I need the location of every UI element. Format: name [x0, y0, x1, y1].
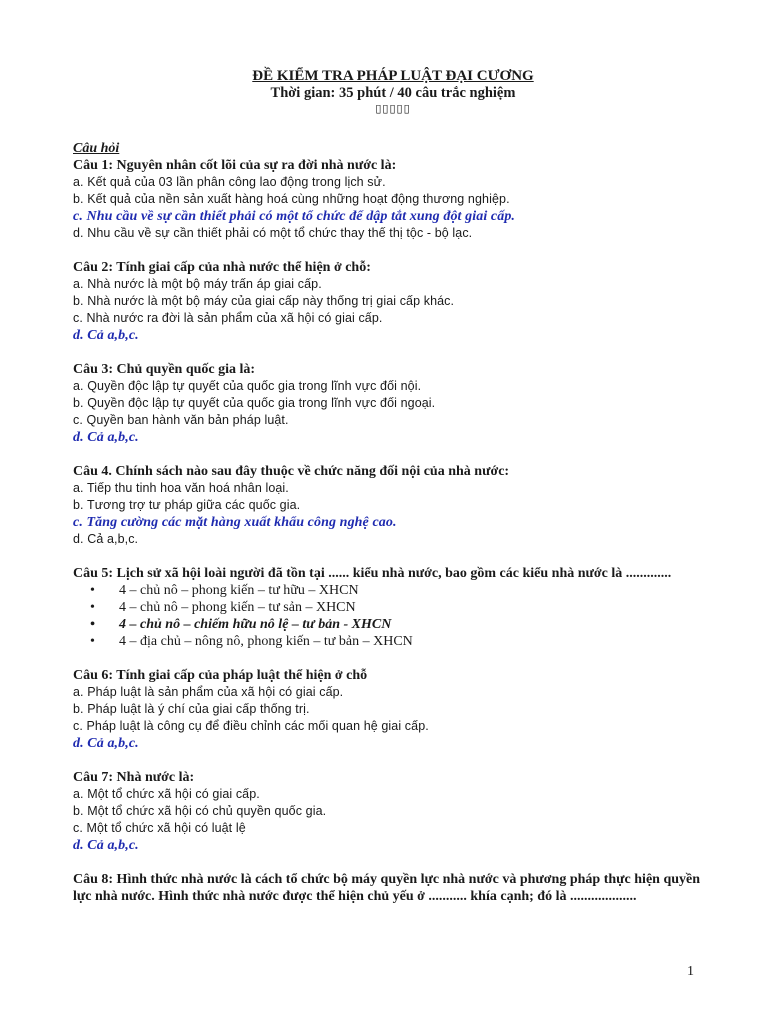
bullet-item: • 4 – địa chủ – nông nô, phong kiến – tư bản – XHCN	[73, 633, 713, 650]
question-text: Câu 5: Lịch sử xã hội loài người đã tồn tại ...... kiểu nhà nước, bao gồm các kiểu nhà nước là .............	[73, 566, 672, 581]
option-d-highlighted: d. Cả a,b,c.	[73, 328, 139, 343]
option-c: c. Quyền ban hành văn bản pháp luật.	[73, 413, 289, 427]
option-a: a. Pháp luật là sản phẩm của xã hội có giai cấp.	[73, 685, 344, 699]
question-4	[73, 463, 713, 548]
section-heading: Câu hỏi	[73, 141, 120, 156]
document-page	[73, 68, 713, 905]
option-a: a. Kết quả của 03 lần phân công lao động trong lịch sử.	[73, 175, 386, 189]
question-5	[73, 565, 713, 650]
question-6	[73, 667, 713, 752]
option-d: d. Cả a,b,c.	[73, 532, 139, 546]
title-ornament: ▯▯▯▯▯	[375, 103, 411, 115]
bullet-item: • 4 – chủ nô – phong kiến – tư sản – XHCN	[73, 599, 713, 616]
option-c: c. Pháp luật là công cụ để điều chỉnh các mối quan hệ giai cấp.	[73, 719, 429, 733]
question-text: Câu 3: Chủ quyền quốc gia là:	[73, 362, 256, 377]
option-a: a. Tiếp thu tinh hoa văn hoá nhân loại.	[73, 481, 289, 495]
option-b: b. Pháp luật là ý chí của giai cấp thống trị.	[73, 702, 310, 716]
question-2	[73, 259, 713, 344]
question-3	[73, 361, 713, 446]
question-8	[73, 871, 713, 905]
question-text: Câu 6: Tính giai cấp của pháp luật thể hiện ở chỗ	[73, 668, 368, 683]
option-c-highlighted: c. Tăng cường các mặt hàng xuất khẩu công nghệ cao.	[73, 515, 397, 530]
question-text: Câu 1: Nguyên nhân cốt lõi của sự ra đời nhà nước là:	[73, 158, 397, 173]
option-c: c. Một tổ chức xã hội có luật lệ	[73, 821, 246, 835]
option-a: a. Một tổ chức xã hội có giai cấp.	[73, 787, 260, 801]
option-b: b. Một tổ chức xã hội có chủ quyền quốc gia.	[73, 804, 327, 818]
option-d-highlighted: d. Cả a,b,c.	[73, 838, 139, 853]
option-d: d. Nhu cầu về sự cần thiết phải có một tổ chức thay thế thị tộc - bộ lạc.	[73, 226, 473, 240]
option-b: b. Kết quả của nền sản xuất hàng hoá cùng những hoạt động thương nghiệp.	[73, 192, 510, 206]
document-subtitle: Thời gian: 35 phút / 40 câu trắc nghiệm	[270, 85, 516, 101]
page-number: 1	[687, 964, 694, 979]
question-7	[73, 769, 713, 854]
option-c-highlighted: c. Nhu cầu về sự cần thiết phải có một tổ chức để dập tắt xung đột giai cấp.	[73, 209, 516, 224]
question-text: Câu 7: Nhà nước là:	[73, 770, 195, 785]
answer-bullet-list	[73, 582, 713, 650]
option-a: a. Nhà nước là một bộ máy trấn áp giai cấp.	[73, 277, 322, 291]
question-text: Câu 2: Tính giai cấp của nhà nước thể hiện ở chỗ:	[73, 260, 371, 275]
option-d-highlighted: d. Cả a,b,c.	[73, 430, 139, 445]
option-b: b. Quyền độc lập tự quyết của quốc gia trong lĩnh vực đối ngoại.	[73, 396, 436, 410]
question-1	[73, 157, 713, 242]
document-title: ĐỀ KIỂM TRA PHÁP LUẬT ĐẠI CƯƠNG	[252, 68, 534, 84]
bullet-item-highlighted: • 4 – chủ nô – chiếm hữu nô lệ – tư bản - XHCN	[73, 616, 713, 633]
option-a: a. Quyền độc lập tự quyết của quốc gia trong lĩnh vực đối nội.	[73, 379, 422, 393]
option-b: b. Nhà nước là một bộ máy của giai cấp này thống trị giai cấp khác.	[73, 294, 455, 308]
question-text: Câu 4. Chính sách nào sau đây thuộc về chức năng đối nội của nhà nước:	[73, 464, 510, 479]
question-text: Câu 8: Hình thức nhà nước là cách tổ chức bộ máy quyền lực nhà nước và phương pháp thực hiện quyền lực nhà nước. Hình thức nhà nước được thể hiện chủ yếu ở ........... khía cạnh; đó là ...................	[73, 872, 701, 904]
option-c: c. Nhà nước ra đời là sản phẩm của xã hội có giai cấp.	[73, 311, 383, 325]
option-d-highlighted: d. Cả a,b,c.	[73, 736, 139, 751]
option-b: b. Tương trợ tư pháp giữa các quốc gia.	[73, 498, 301, 512]
bullet-item: • 4 – chủ nô – phong kiến – tư hữu – XHCN	[73, 582, 713, 599]
